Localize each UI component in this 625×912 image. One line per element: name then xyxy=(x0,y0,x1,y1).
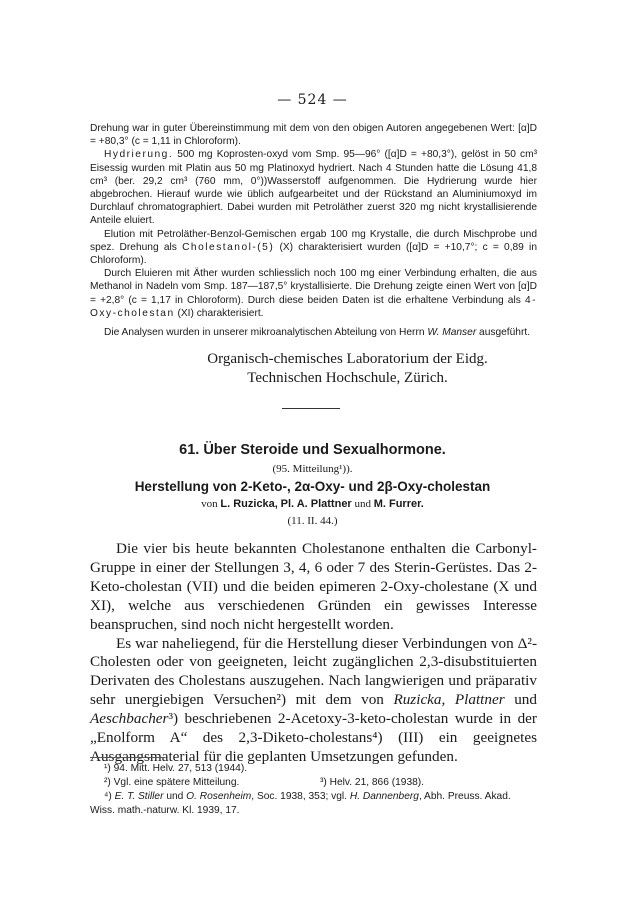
paragraph-text: Elution mit Petroläther-Benzol-Gemischen ergab 100 mg Krystalle, die durch Mischprobe und spez. Drehung als xyxy=(90,228,537,253)
footnote-3: ³) Helv. 21, 866 (1938). xyxy=(320,777,424,788)
paragraph-text: Durch Eluieren mit Äther wurden schliesslich noch 100 mg einer Verbindung erhalten, die aus Methanol in Nadeln vom Smp. 187—187,5° krystallisierte. Die Drehung zeigte einen Wert von [α]D = +2,8° (c = 1,17 in Chloroform). Durch diese beiden Daten ist die erhaltene Verbindung als xyxy=(90,268,537,306)
authors-conjunction: und xyxy=(354,498,371,510)
person-name: E. T. Stiller xyxy=(114,791,164,802)
person-name: Ruzicka, Plattner xyxy=(393,691,505,709)
person-name: O. Rosenheim xyxy=(186,791,252,802)
footnotes xyxy=(90,762,537,818)
footnote-text: ⁴) xyxy=(104,791,115,802)
section-divider xyxy=(282,408,340,409)
footnote-row xyxy=(90,776,537,790)
person-name: W. Manser xyxy=(427,327,477,339)
paragraph-text: ³) beschriebenen 2-Acetoxy-3-keto-cholestan wurde in der „Enolform A“ des 2,3-Diketo-cholestans⁴) (III) ein geeignetes Ausgangsmaterial für die geplanten Umsetzungen gefunden. xyxy=(90,710,537,765)
authors-line xyxy=(0,498,625,510)
article-subtitle: Herstellung von 2-Keto-, 2α-Oxy- und 2β-Oxy-cholestan xyxy=(134,479,491,494)
author-name: L. Ruzicka, xyxy=(220,498,278,510)
lab-line: Organisch-chemisches Laboratorium der Eidg. xyxy=(207,351,488,367)
page-number: — 524 — xyxy=(277,92,348,108)
body-paragraph-1: Die vier bis heute bekannten Cholestanone enthalten die Carbonyl-Gruppe in einer der Stellungen 3, 4, 6 oder 7 des Sterin-Gerüstes. Das 2-Keto-cholestan (VII) und die beiden epimeren 2-Oxy-cholestane (X und XI), welche aus verschiedenen Gründen ein gewisses Interesse beanspruchen, sind noch nicht hergestellt worden. xyxy=(90,540,537,633)
compound-name: 4-Oxy-cholestan xyxy=(90,294,537,319)
author-name: M. Furrer. xyxy=(373,498,424,510)
lab-line: Technischen Hochschule, Zürich. xyxy=(247,370,448,386)
lab-affiliation xyxy=(0,350,625,388)
footnote-text: , Abh. Preuss. Akad. Wiss. math.-naturw. Kl. 1939, 17. xyxy=(90,791,511,816)
paragraph-text: Die Analysen wurden in unserer mikroanalytischen Abteilung von Herrn xyxy=(104,327,428,339)
spaced-heading: Hydrierung. xyxy=(104,149,174,161)
mitteilung-note: (95. Mitteilung¹)). xyxy=(272,463,353,475)
compound-name: Cholestanol-(5) xyxy=(182,241,275,253)
paragraph-text: (XI) charakterisiert. xyxy=(174,307,264,319)
author-name: Pl. A. Plattner xyxy=(280,498,352,510)
article-date: (11. II. 44.) xyxy=(287,515,338,527)
footnote-1: ¹) 94. Mitt. Helv. 27, 513 (1944). xyxy=(104,763,248,774)
footnote-2: ²) Vgl. eine spätere Mitteilung. xyxy=(104,777,240,788)
footnote-4 xyxy=(90,790,537,818)
experimental-section xyxy=(90,122,537,339)
footnote-text: , Soc. 1938, 353; vgl. xyxy=(251,791,350,802)
person-name: H. Dannenberg xyxy=(349,791,419,802)
body-paragraph-2 xyxy=(90,635,537,767)
paragraph-aether xyxy=(90,267,537,320)
paragraph-elution xyxy=(90,228,537,268)
paragraph-text: (X) charakterisiert wurden ([α]D = +10,7°; c = 0,89 in Chloroform). xyxy=(90,241,537,267)
article-body xyxy=(90,540,537,767)
footnote-text: und xyxy=(163,791,187,802)
paragraph-text: Drehung war in guter Übereinstimmung mit dem von den obigen Autoren angegebenen Wert: [α]D = +80,3° (c = 1,11 in Chloroform). xyxy=(90,123,537,148)
article-title: 61. Über Steroide und Sexualhormone. xyxy=(179,442,446,458)
paragraph-text: Es war naheliegend, für die Herstellung dieser Verbindungen von Δ²-Cholesten oder von geeigneten, leicht zugänglichen 2,3-disubstituierten Derivaten des Cholestans auszugehen. Nach langwierigen und präparativ sehr unergiebigen Versuchen²) mit dem von xyxy=(90,634,537,709)
paragraph-rotation xyxy=(90,122,537,148)
footnote-divider xyxy=(90,757,165,758)
paragraph-text: 500 mg Koprosten-oxyd vom Smp. 95—96° ([α]D = +80,3°), gelöst in 50 cm³ Eisessig wurden mit Platin aus 50 mg Platinoxyd hydriert. Nach 4 Stunden hatte die Lösung 41,8 cm³ (ber. 29,2 cm³ (760 mm, 0°))Wasserstoff aufgenommen. Die Hydrierung wurde hier abgebrochen. Hierauf wurde wie üblich aufgearbeitet und der Rückstand an Aluminiumoxyd im Durchlauf chromatographiert. Dabei wurden mit Petroläther zuerst 320 mg nicht krystallisierende Anteile eluiert. xyxy=(90,149,537,227)
paragraph-text: und xyxy=(504,691,537,709)
paragraph-hydrierung xyxy=(90,148,537,227)
authors-prefix: von xyxy=(201,498,218,510)
paragraph-text: ausgeführt. xyxy=(476,327,531,339)
person-name: Aeschbacher xyxy=(90,710,169,728)
paragraph-analysen xyxy=(90,326,537,339)
